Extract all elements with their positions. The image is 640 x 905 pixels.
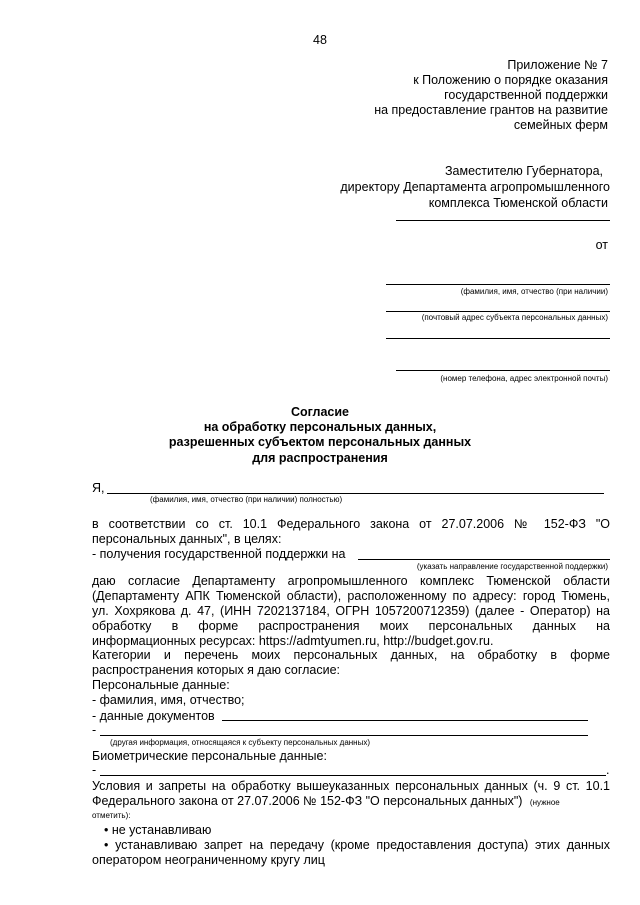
fio-caption: (фамилия, имя, отчество (при наличии) [460, 287, 608, 296]
option-no-restrictions: • не устанавливаю [104, 823, 212, 837]
from-label: от [595, 238, 608, 252]
conditions-note: (нужное [529, 798, 560, 807]
phone-blank-line [396, 370, 610, 371]
appendix-line: Приложение № 7 [507, 58, 608, 72]
appendix-line: на предоставление грантов на развитие [374, 103, 608, 117]
biometric-heading: Биометрические персональные данные: [92, 749, 327, 763]
other-blank-line [100, 735, 588, 736]
biometric-dash: - [92, 763, 97, 777]
p2-line: информационных ресурсах: https://admtyumen.ru, http://budget.gov.ru. [92, 634, 494, 648]
addressee-line: директору Департамента агропромышленного [340, 180, 610, 194]
conditions-line [92, 794, 560, 809]
full-name-blank-line [107, 493, 604, 494]
biometric-blank-line [100, 775, 606, 776]
full-name-caption: (фамилия, имя, отчество (при наличии) полностью) [150, 495, 343, 504]
appendix-line: государственной поддержки [444, 88, 608, 102]
other-item-dash: - [92, 723, 97, 737]
p2-line: (Департаменту АПК Тюменской области), расположенному по адресу: город Тюмень, [92, 589, 610, 603]
purpose-prefix: - получения государственной поддержки на [92, 547, 346, 561]
p1-line: в соответствии со ст. 10.1 Федерального закона от 27.07.2006 № 152-ФЗ "О [92, 517, 610, 531]
p2-line: ул. Хохрякова д. 47, (ИНН 7202137184, ОГРН 1057200712359) (далее - Оператор) на [92, 604, 610, 618]
purpose-blank-line [358, 559, 610, 560]
p2-line: даю согласие Департаменту агропромышленного комплекс Тюменской области [92, 574, 610, 588]
option-ban-transfer: • устанавливаю запрет на передачу (кроме предоставления доступа) этих данных [104, 838, 610, 852]
p2-line: обработку в форме распространения моих персональных данных на [92, 619, 610, 633]
conditions-line: Условия и запреты на обработку вышеуказанных персональных данных (ч. 9 ст. 10.1 [92, 779, 610, 793]
postal-blank-line-2 [386, 338, 610, 339]
title-line: для распространения [252, 451, 388, 465]
addressee-line: Заместителю Губернатора, [444, 164, 603, 178]
fio-item: - фамилия, имя, отчество; [92, 693, 245, 707]
option-ban-transfer-cont: оператором неограниченному кругу лиц [92, 853, 325, 867]
p1-line: персональных данных", в целях: [92, 532, 282, 546]
postal-caption: (почтовый адрес субъекта персональных данных) [421, 313, 608, 322]
conditions-note-cont: отметить): [92, 811, 131, 820]
page-number: 48 [313, 33, 327, 47]
fio-blank-line [386, 284, 610, 285]
phone-caption: (номер телефона, адрес электронной почты) [440, 374, 608, 383]
p3-line: Категории и перечень моих персональных данных, на обработку в форме [92, 648, 610, 662]
purpose-caption: (указать направление государственной поддержки) [416, 562, 608, 571]
appendix-line: к Положению о порядке оказания [413, 73, 608, 87]
conditions-main: Федерального закона от 27.07.2006 № 152-ФЗ "О персональных данных") [92, 794, 523, 808]
postal-blank-line [386, 311, 610, 312]
title-line: Согласие [290, 405, 350, 419]
i-prefix: Я, [92, 481, 105, 495]
p3-line: распространения которых я даю согласие: [92, 663, 341, 677]
personal-data-heading: Персональные данные: [92, 678, 230, 692]
documents-item: - данные документов [92, 709, 215, 723]
other-caption: (другая информация, относящаяся к субъекту персональных данных) [110, 738, 371, 747]
documents-blank-line [222, 720, 588, 721]
addressee-line: комплекса Тюменской области [428, 196, 608, 210]
appendix-line: семейных ферм [513, 118, 608, 132]
title-line: разрешенных субъектом персональных данных [168, 435, 472, 449]
title-line: на обработку персональных данных, [203, 420, 437, 434]
biometric-end: . [606, 763, 610, 777]
addressee-blank-line [396, 220, 610, 221]
